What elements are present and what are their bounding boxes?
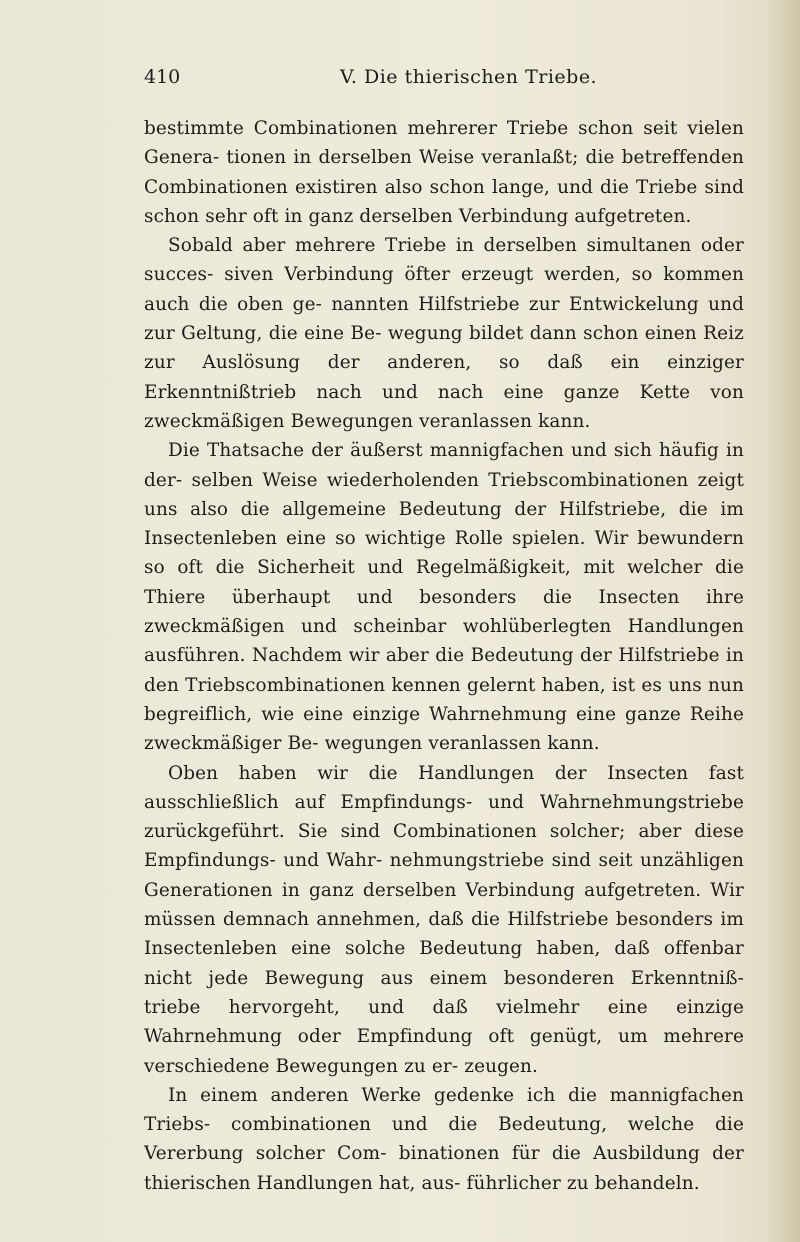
page-edge-shadow: [766, 0, 800, 1242]
paragraph: bestimmte Combinationen mehrerer Triebe schon seit vielen Genera- tionen in derselben Weise veranlaßt; die betreffenden Combinationen existiren also schon lange, und die Triebe sind schon sehr oft in ganz derselben Verbindung aufgetreten.: [144, 118, 744, 227]
page-header: [144, 66, 744, 96]
running-head: V. Die thierischen Triebe.: [340, 66, 598, 88]
body-text: [144, 114, 744, 1198]
paragraph: Die Thatsache der äußerst mannigfachen und sich häufig in der- selben Weise wiederholenden Triebscombinationen zeigt uns also die allgemeine Bedeutung der Hilfstriebe, die im Insectenleben eine so wichtige Rolle spielen. Wir bewundern so oft die Sicherheit und Regelmäßigkeit, mit welcher die Thiere überhaupt und besonders die Insecten ihre zweckmäßigen und scheinbar wohlüberlegten Handlungen ausführen. Nachdem wir aber die Bedeutung der Hilfstriebe in den Triebscombinationen kennen gelernt haben, ist es uns nun begreiflich, wie eine einzige Wahrnehmung eine ganze Reihe zweckmäßiger Be- wegungen veranlassen kann.: [144, 440, 744, 755]
page-number: 410: [144, 66, 181, 88]
paragraph: Oben haben wir die Handlungen der Insecten fast ausschließlich auf Empfindungs- und Wahrnehmungstriebe zurückgeführt. Sie sind Combinationen solcher; aber diese Empfindungs- und Wahr- nehmungstriebe sind seit unzähligen Generationen in ganz derselben Verbindung aufgetreten. Wir müssen demnach annehmen, daß die Hilfstriebe besonders im Insectenleben eine solche Bedeutung haben, daß offenbar nicht jede Bewegung aus einem besonderen Erkenntniß- triebe hervorgeht, und daß vielmehr eine einzige Wahrnehmung oder Empfindung oft genügt, um mehrere verschiedene Bewegungen zu er- zeugen.: [144, 762, 744, 1077]
paragraph: In einem anderen Werke gedenke ich die mannigfachen Triebs- combinationen und die Bedeutung, welche die Vererbung solcher Com- binationen für die Ausbildung der thierischen Handlungen hat, aus- führlicher zu behandeln.: [144, 1084, 744, 1194]
paragraph: Sobald aber mehrere Triebe in derselben simultanen oder succes- siven Verbindung öfter erzeugt werden, so kommen auch die oben ge- nannten Hilfstriebe zur Entwickelung und zur Geltung, die eine Be- wegung bildet dann schon einen Reiz zur Auslösung der anderen, so daß ein einziger Erkenntnißtrieb nach und nach eine ganze Kette von zweckmäßigen Bewegungen veranlassen kann.: [144, 235, 744, 432]
